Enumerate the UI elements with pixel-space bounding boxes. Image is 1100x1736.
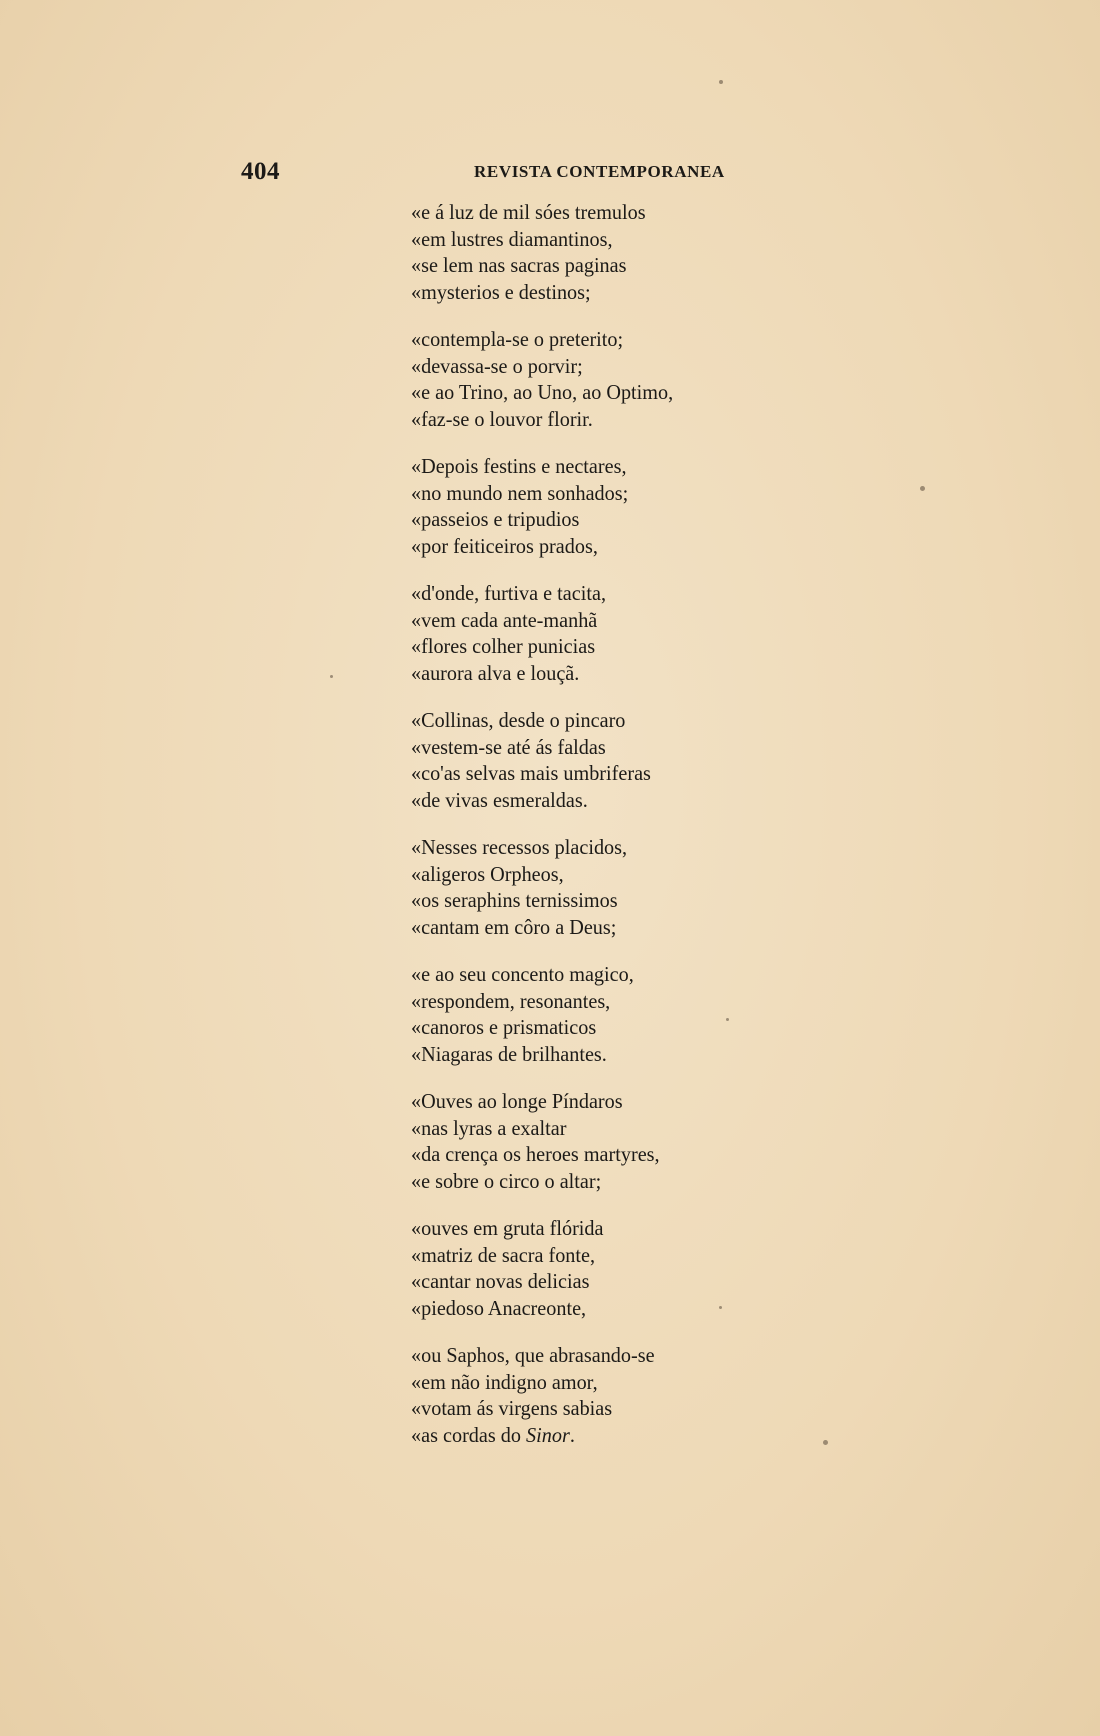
stanza (411, 1088, 791, 1194)
verse-line: «respondem, resonantes, (411, 988, 611, 1013)
verse-line: «passeios e tripudios (411, 507, 580, 531)
stanza (411, 580, 791, 686)
verse-line: «e ao Trino, ao Uno, ao Optimo, (411, 380, 674, 404)
verse-line: «co'as selvas mais umbriferas (411, 761, 651, 785)
verse-line-last (411, 1422, 768, 1449)
verse-line: «por feiticeiros prados, (411, 533, 598, 558)
verse-line: «aurora alva e louçã. (411, 660, 580, 685)
verse-line: «devassa-se o porvir; (411, 353, 583, 378)
stanza (411, 1342, 791, 1448)
verse-line: «nas lyras a exaltar (411, 1115, 567, 1140)
running-title: REVISTA CONTEMPORANEA (474, 162, 725, 181)
verse-line: «Nesses recessos placidos, (411, 835, 628, 859)
verse-line: «cantar novas delicias (411, 1269, 590, 1293)
verse-line: «flores colher punicias (411, 634, 596, 658)
paper-speck (726, 1018, 729, 1021)
page-number: 404 (241, 158, 280, 185)
verse-line: «votam ás virgens sabias (411, 1396, 613, 1420)
paper-speck (330, 675, 333, 678)
stanza (411, 453, 791, 559)
paper-speck (823, 1440, 828, 1445)
paper-speck (719, 80, 723, 84)
verse-line: «de vivas esmeraldas. (411, 787, 588, 812)
verse-line: «Collinas, desde o pincaro (411, 708, 626, 732)
verse-line-text: «as cordas do (411, 1422, 522, 1447)
verse-line: «d'onde, furtiva e tacita, (411, 581, 607, 605)
verse-line: «no mundo nem sonhados; (411, 480, 629, 505)
paper-speck (719, 1306, 722, 1309)
verse-line: «aligeros Orpheos, (411, 861, 564, 886)
verse-line: «em não indigno amor, (411, 1369, 598, 1394)
verse-line: «Depois festins e nectares, (411, 454, 627, 478)
stanza (411, 199, 791, 305)
verse-line: «ouves em gruta flórida (411, 1216, 604, 1240)
stanza (411, 326, 791, 432)
paper-speck (920, 486, 925, 491)
verse-line: «da crença os heroes martyres, (411, 1142, 660, 1166)
verse-line: «piedoso Anacreonte, (411, 1295, 587, 1320)
verse-line: «vem cada ante-manhã (411, 607, 598, 632)
verse-line: «e ao seu concento magico, (411, 962, 634, 986)
stanza (411, 1215, 791, 1321)
verse-line: «cantam em côro a Deus; (411, 914, 617, 939)
verse-line: «vestem-se até ás faldas (411, 734, 606, 759)
verse-line: «matriz de sacra fonte, (411, 1242, 596, 1267)
final-period: . (569, 1422, 575, 1447)
page-header (0, 158, 1100, 184)
verse-line: «contempla-se o preterito; (411, 327, 624, 351)
verse-line: «faz-se o louvor florir. (411, 406, 593, 431)
verse-line: «e á luz de mil sóes tremulos (411, 200, 646, 224)
verse-line: «se lem nas sacras paginas (411, 253, 627, 277)
verse-line: «os seraphins ternissimos (411, 888, 618, 912)
stanza (411, 834, 791, 940)
poem (411, 199, 791, 1469)
stanza (411, 707, 791, 813)
verse-line: «em lustres diamantinos, (411, 226, 613, 251)
verse-line: «Niagaras de brilhantes. (411, 1041, 607, 1066)
verse-line: «Ouves ao longe Píndaros (411, 1089, 623, 1113)
verse-line: «e sobre o circo o altar; (411, 1168, 602, 1193)
verse-line: «ou Saphos, que abrasando-se (411, 1343, 655, 1367)
verse-line: «canoros e prismaticos (411, 1015, 597, 1039)
italic-word: Sinor (526, 1422, 570, 1447)
stanza (411, 961, 791, 1067)
verse-line: «mysterios e destinos; (411, 279, 591, 304)
